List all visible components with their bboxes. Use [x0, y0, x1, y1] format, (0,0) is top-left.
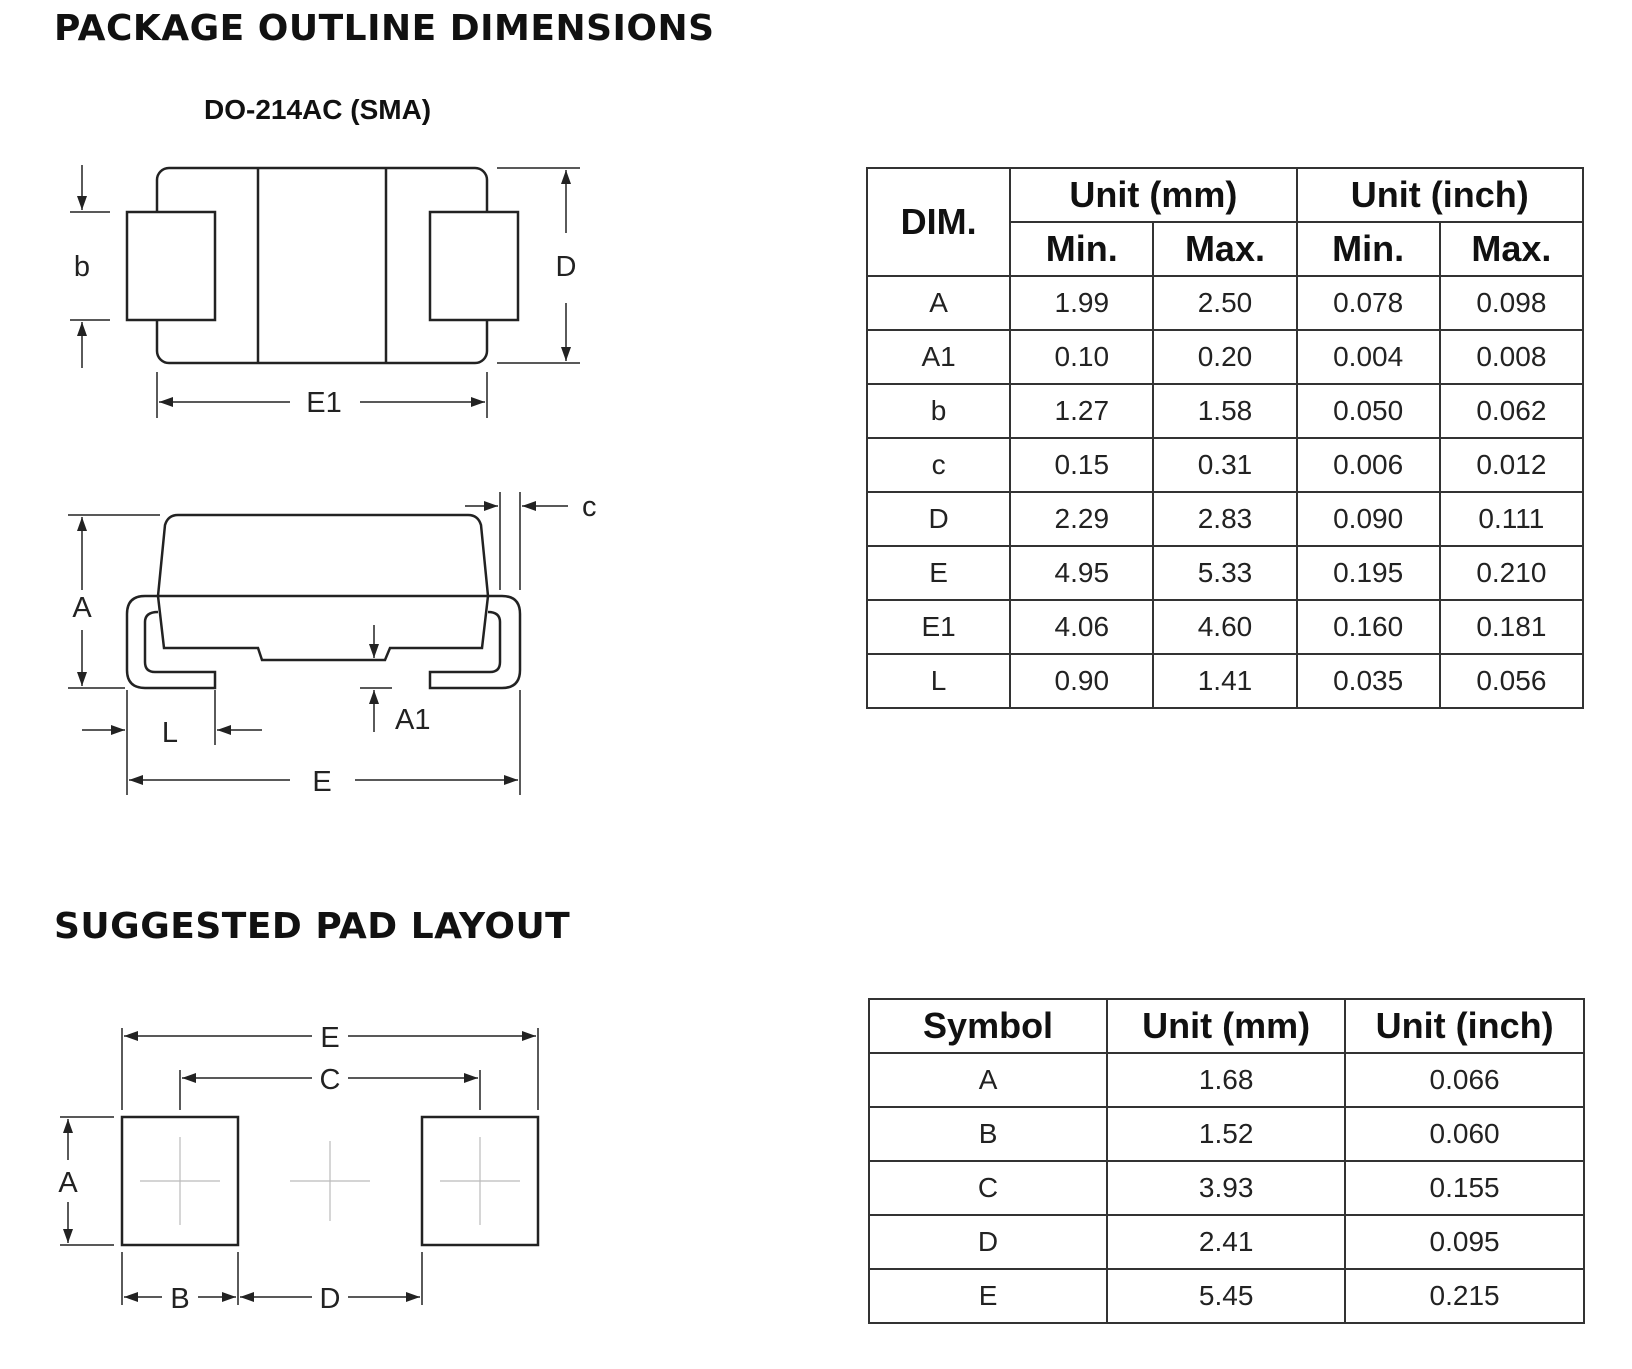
label-E: E — [312, 766, 332, 798]
header-dim: DIM. — [867, 168, 1010, 276]
pad-label-D: D — [319, 1283, 341, 1315]
cell-inch: 0.095 — [1345, 1215, 1584, 1269]
cell-dim: A1 — [867, 330, 1010, 384]
cell-mm-max: 4.60 — [1153, 600, 1296, 654]
section-heading-pad-layout: SUGGESTED PAD LAYOUT — [54, 906, 571, 947]
cell-inch-min: 0.006 — [1297, 438, 1440, 492]
section-heading-outline: PACKAGE OUTLINE DIMENSIONS — [54, 8, 715, 49]
cell-inch: 0.155 — [1345, 1161, 1584, 1215]
cell-inch-max: 0.012 — [1440, 438, 1583, 492]
cell-inch-min: 0.078 — [1297, 276, 1440, 330]
table-row — [869, 1161, 1584, 1215]
table-row — [867, 546, 1583, 600]
cell-inch-max: 0.056 — [1440, 654, 1583, 708]
cell-dim: c — [867, 438, 1010, 492]
cell-dim: D — [867, 492, 1010, 546]
cell-inch-min: 0.195 — [1297, 546, 1440, 600]
cell-mm-max: 1.58 — [1153, 384, 1296, 438]
cell-mm-min: 1.27 — [1010, 384, 1153, 438]
table-row — [869, 1215, 1584, 1269]
header-unit-inch: Unit (inch) — [1345, 999, 1584, 1053]
header-symbol: Symbol — [869, 999, 1107, 1053]
cell-dim: A — [867, 276, 1010, 330]
cell-mm-max: 2.50 — [1153, 276, 1296, 330]
cell-mm: 5.45 — [1107, 1269, 1345, 1323]
table-row — [867, 492, 1583, 546]
cell-mm: 3.93 — [1107, 1161, 1345, 1215]
cell-inch: 0.066 — [1345, 1053, 1584, 1107]
table-row — [869, 1053, 1584, 1107]
header-mm-min: Min. — [1010, 222, 1153, 276]
cell-dim: E1 — [867, 600, 1010, 654]
header-mm-max: Max. — [1153, 222, 1296, 276]
table-row — [867, 438, 1583, 492]
cell-inch-min: 0.050 — [1297, 384, 1440, 438]
cell-inch-max: 0.210 — [1440, 546, 1583, 600]
header-unit-inch: Unit (inch) — [1297, 168, 1583, 222]
package-name: DO-214AC (SMA) — [204, 94, 432, 125]
cell-inch-min: 0.035 — [1297, 654, 1440, 708]
cell-symbol: D — [869, 1215, 1107, 1269]
cell-dim: b — [867, 384, 1010, 438]
label-b: b — [73, 251, 91, 283]
cell-inch-max: 0.098 — [1440, 276, 1583, 330]
header-unit-mm: Unit (mm) — [1010, 168, 1296, 222]
label-A1: A1 — [395, 704, 431, 736]
label-L: L — [161, 717, 179, 749]
pad-label-E: E — [320, 1022, 340, 1054]
cell-inch-max: 0.181 — [1440, 600, 1583, 654]
cell-mm-min: 4.06 — [1010, 600, 1153, 654]
outline-dimensions-table — [866, 167, 1584, 709]
label-D: D — [555, 251, 577, 283]
table-row — [869, 1107, 1584, 1161]
cell-inch: 0.215 — [1345, 1269, 1584, 1323]
table-row — [867, 276, 1583, 330]
cell-symbol: A — [869, 1053, 1107, 1107]
cell-mm-min: 2.29 — [1010, 492, 1153, 546]
pad-layout-table — [868, 998, 1585, 1324]
header-inch-max: Max. — [1440, 222, 1583, 276]
table-row — [867, 600, 1583, 654]
cell-symbol: E — [869, 1269, 1107, 1323]
cell-mm-min: 0.15 — [1010, 438, 1153, 492]
cell-mm-min: 0.10 — [1010, 330, 1153, 384]
table-row — [867, 330, 1583, 384]
cell-inch-min: 0.004 — [1297, 330, 1440, 384]
cell-mm-max: 5.33 — [1153, 546, 1296, 600]
cell-mm-max: 0.31 — [1153, 438, 1296, 492]
cell-dim: L — [867, 654, 1010, 708]
label-E1: E1 — [306, 387, 342, 419]
cell-mm-max: 0.20 — [1153, 330, 1296, 384]
table-row — [869, 1269, 1584, 1323]
cell-inch-min: 0.090 — [1297, 492, 1440, 546]
cell-inch-max: 0.062 — [1440, 384, 1583, 438]
cell-symbol: B — [869, 1107, 1107, 1161]
header-inch-min: Min. — [1297, 222, 1440, 276]
cell-mm-max: 2.83 — [1153, 492, 1296, 546]
table-row — [867, 654, 1583, 708]
pad-label-C: C — [319, 1064, 341, 1096]
cell-inch-max: 0.111 — [1440, 492, 1583, 546]
cell-mm: 1.68 — [1107, 1053, 1345, 1107]
pad-layout-drawing — [0, 0, 700, 1369]
cell-dim: E — [867, 546, 1010, 600]
cell-symbol: C — [869, 1161, 1107, 1215]
pad-label-A: A — [58, 1167, 78, 1199]
cell-inch: 0.060 — [1345, 1107, 1584, 1161]
cell-mm: 2.41 — [1107, 1215, 1345, 1269]
header-unit-mm: Unit (mm) — [1107, 999, 1345, 1053]
cell-mm-min: 1.99 — [1010, 276, 1153, 330]
table-row — [867, 384, 1583, 438]
pad-label-B: B — [170, 1283, 190, 1315]
cell-inch-min: 0.160 — [1297, 600, 1440, 654]
label-A: A — [72, 592, 92, 624]
label-c: c — [582, 491, 597, 523]
cell-mm: 1.52 — [1107, 1107, 1345, 1161]
cell-mm-min: 4.95 — [1010, 546, 1153, 600]
cell-mm-min: 0.90 — [1010, 654, 1153, 708]
cell-inch-max: 0.008 — [1440, 330, 1583, 384]
cell-mm-max: 1.41 — [1153, 654, 1296, 708]
